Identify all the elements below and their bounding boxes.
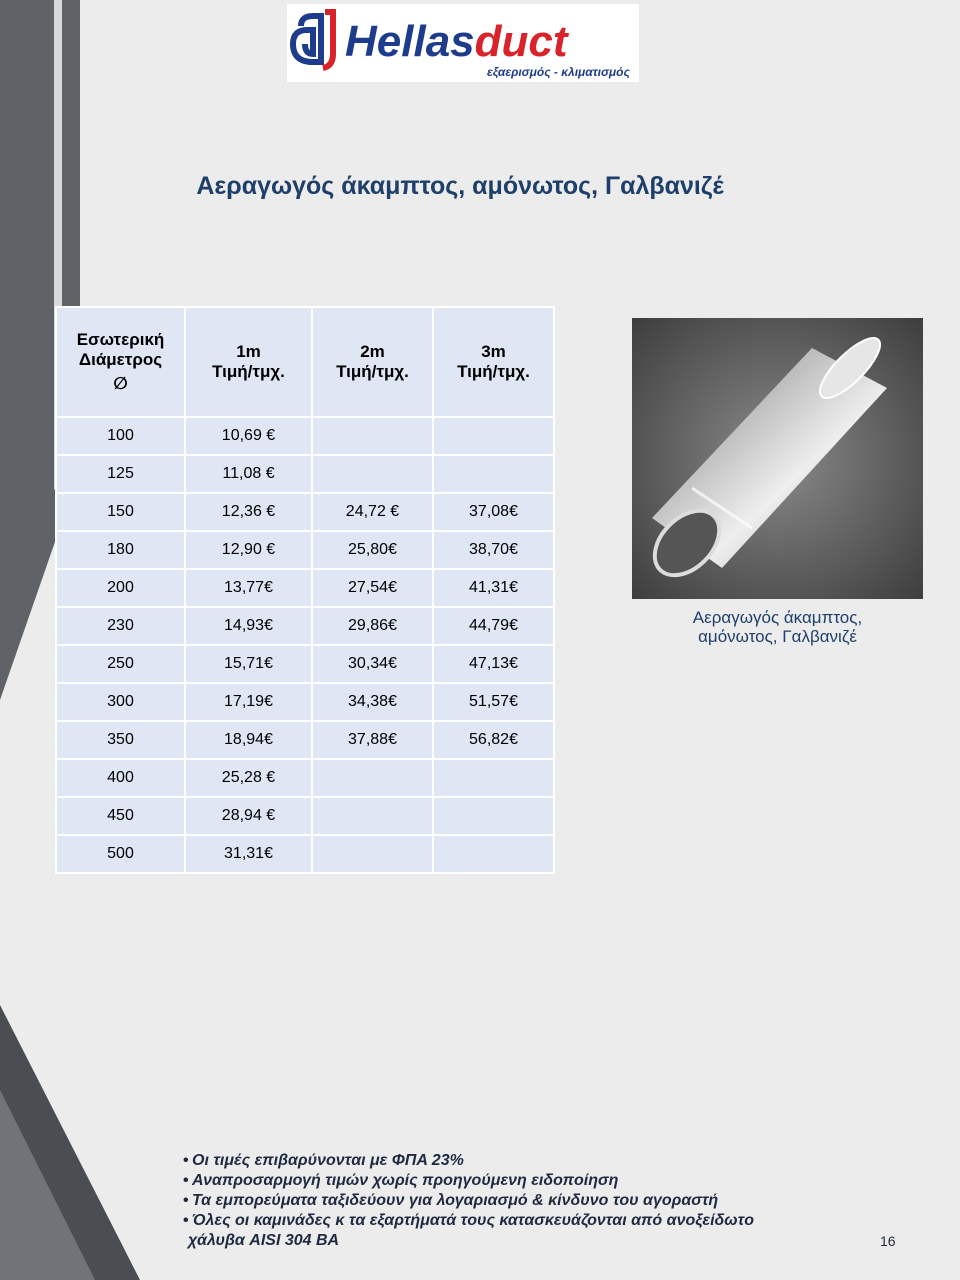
table-row [56, 797, 554, 835]
photo-caption-line2: αμόνωτος, Γαλβανιζέ [698, 627, 857, 646]
cell-price-2m: 29,86€ [312, 607, 433, 645]
cell-price-1m: 14,93€ [185, 607, 312, 645]
table-row [56, 645, 554, 683]
cell-price-1m: 13,77€ [185, 569, 312, 607]
cell-diameter: 125 [56, 455, 185, 493]
cell-price-2m [312, 417, 433, 455]
header-diameter-line2: Διάμετρος [78, 350, 163, 369]
cell-price-2m: 27,54€ [312, 569, 433, 607]
cell-price-1m: 18,94€ [185, 721, 312, 759]
cell-diameter: 400 [56, 759, 185, 797]
cell-price-1m: 17,19€ [185, 683, 312, 721]
table-row [56, 759, 554, 797]
cell-diameter: 230 [56, 607, 185, 645]
header-2m [312, 307, 433, 417]
cell-diameter: 350 [56, 721, 185, 759]
header-1m [185, 307, 312, 417]
table-row [56, 721, 554, 759]
cell-price-3m [433, 417, 554, 455]
header-1m-line1: 1m [236, 342, 261, 361]
cell-price-3m: 37,08€ [433, 493, 554, 531]
photo-caption-line1: Αεραγωγός άκαμπτος, [692, 608, 863, 627]
cell-price-3m [433, 797, 554, 835]
cell-price-2m: 34,38€ [312, 683, 433, 721]
cell-price-2m: 25,80€ [312, 531, 433, 569]
header-diameter [56, 307, 185, 417]
cell-price-3m: 56,82€ [433, 721, 554, 759]
page-title: Αεραγωγός άκαμπτος, αμόνωτος, Γαλβανιζέ [196, 172, 724, 200]
diameter-icon: ∅ [113, 374, 128, 393]
header-1m-line2: Τιμή/τμχ. [212, 362, 285, 381]
cell-price-1m: 12,36 € [185, 493, 312, 531]
cell-price-3m: 41,31€ [433, 569, 554, 607]
cell-price-3m: 47,13€ [433, 645, 554, 683]
cell-price-3m: 38,70€ [433, 531, 554, 569]
cell-price-1m: 15,71€ [185, 645, 312, 683]
note-item: • Οι τιμές επιβαρύνονται με ΦΠΑ 23% [183, 1151, 883, 1171]
cell-diameter: 250 [56, 645, 185, 683]
cell-diameter: 100 [56, 417, 185, 455]
cell-price-2m [312, 455, 433, 493]
cell-diameter: 500 [56, 835, 185, 873]
logo-tagline: εξαερισμός - κλιματισμός [487, 65, 630, 79]
cell-diameter: 450 [56, 797, 185, 835]
table-row [56, 607, 554, 645]
cell-price-1m: 10,69 € [185, 417, 312, 455]
cell-price-3m [433, 759, 554, 797]
cell-price-2m: 30,34€ [312, 645, 433, 683]
cell-diameter: 180 [56, 531, 185, 569]
note-continuation: χάλυβα AISI 304 BA [188, 1232, 340, 1249]
photo-caption [632, 608, 923, 646]
cell-price-1m: 31,31€ [185, 835, 312, 873]
cell-price-3m [433, 835, 554, 873]
note-item: • Τα εμπορεύματα ταξιδεύουν για λογαριασμό & κίνδυνο του αγοραστή [183, 1191, 883, 1211]
table-row [56, 531, 554, 569]
logo-wordmark: Hellasduct [345, 17, 568, 66]
note-item: • Όλες οι καμινάδες κ τα εξαρτήματά τους κατασκευάζονται από ανοξείδωτο [183, 1211, 883, 1231]
header-3m [433, 307, 554, 417]
cell-price-1m: 11,08 € [185, 455, 312, 493]
table-row [56, 417, 554, 455]
page-number: 16 [880, 1233, 896, 1249]
cell-price-3m: 51,57€ [433, 683, 554, 721]
header-2m-line1: 2m [360, 342, 385, 361]
header-2m-line2: Τιμή/τμχ. [336, 362, 409, 381]
table-header-row [56, 307, 554, 417]
cell-price-2m [312, 797, 433, 835]
table-row [56, 835, 554, 873]
cell-price-1m: 25,28 € [185, 759, 312, 797]
hellasduct-logo [287, 4, 639, 82]
cell-price-2m [312, 759, 433, 797]
cell-diameter: 200 [56, 569, 185, 607]
cell-diameter: 150 [56, 493, 185, 531]
logo-mark-blue [293, 16, 321, 62]
cell-price-2m: 37,88€ [312, 721, 433, 759]
cell-price-3m [433, 455, 554, 493]
cell-price-2m: 24,72 € [312, 493, 433, 531]
cell-price-1m: 12,90 € [185, 531, 312, 569]
notes-list [183, 1151, 883, 1251]
table-row [56, 493, 554, 531]
cell-price-1m: 28,94 € [185, 797, 312, 835]
cell-price-2m [312, 835, 433, 873]
cell-price-3m: 44,79€ [433, 607, 554, 645]
logo-mark-red [323, 12, 333, 68]
cell-diameter: 300 [56, 683, 185, 721]
table-row [56, 455, 554, 493]
note-item: • Αναπροσαρμογή τιμών χωρίς προηγούμενη ειδοποίηση [183, 1171, 883, 1191]
header-3m-line2: Τιμή/τμχ. [457, 362, 530, 381]
header-3m-line1: 3m [481, 342, 506, 361]
table-row [56, 683, 554, 721]
table-row [56, 569, 554, 607]
product-photo [632, 318, 923, 599]
header-diameter-line1: Εσωτερική [76, 330, 165, 349]
price-table [55, 306, 555, 874]
